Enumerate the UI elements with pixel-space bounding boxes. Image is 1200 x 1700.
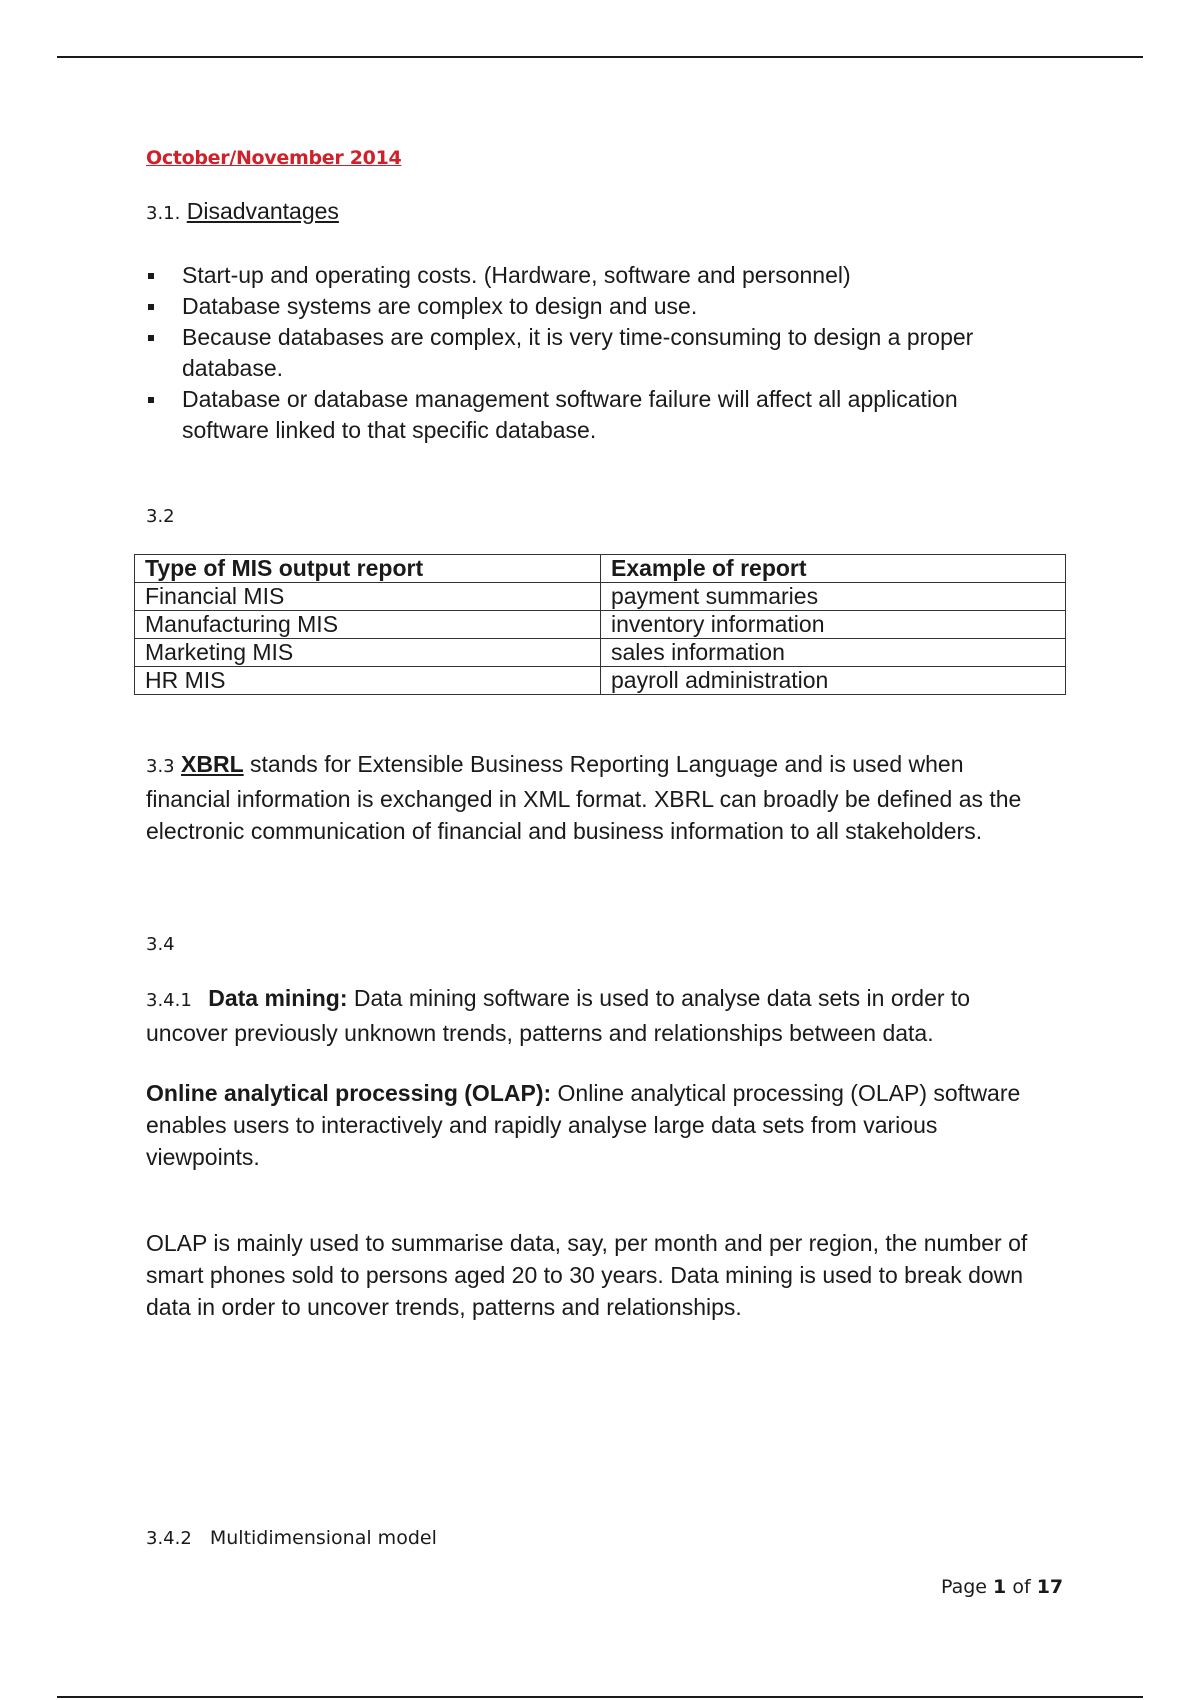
xbrl-text: stands for Extensible Business Reporting Language and is used when financial information is exchanged in XML format. XBRL can broadly be defined as the electronic communication of financial and business information to all stakeholders. bbox=[146, 751, 1022, 844]
table-cell: payment summaries bbox=[601, 583, 1066, 611]
section-number: 3.4.2 bbox=[146, 1528, 192, 1549]
table-cell: payroll administration bbox=[601, 667, 1066, 695]
section-number: 3.3 bbox=[146, 756, 175, 777]
exam-date-heading: October/November 2014 bbox=[146, 147, 402, 169]
table-row bbox=[135, 611, 1066, 639]
olap-term: Online analytical processing (OLAP): bbox=[146, 1080, 552, 1106]
top-rule bbox=[57, 56, 1143, 58]
table-cell: sales information bbox=[601, 639, 1066, 667]
olap-paragraph bbox=[146, 1077, 1046, 1173]
table-cell: Financial MIS bbox=[135, 583, 601, 611]
list-item: Because databases are complex, it is very time-consuming to design a proper database. bbox=[146, 322, 1046, 384]
table-row bbox=[135, 639, 1066, 667]
section-3-2-number: 3.2 bbox=[146, 506, 175, 527]
section-3-4-number: 3.4 bbox=[146, 934, 175, 955]
list-item: Database or database management software failure will affect all application software linked to that specific database. bbox=[146, 384, 1046, 446]
xbrl-term: XBRL bbox=[181, 751, 244, 777]
bottom-rule bbox=[57, 1696, 1143, 1698]
section-title: Disadvantages bbox=[186, 198, 339, 224]
data-mining-text: Data mining software is used to analyse data sets in order to uncover previously unknown trends, patterns and relationships between data. bbox=[146, 985, 971, 1046]
table-cell: inventory information bbox=[601, 611, 1066, 639]
section-title: Multidimensional model bbox=[209, 1527, 437, 1549]
table-row bbox=[135, 583, 1066, 611]
page-number bbox=[941, 1576, 1063, 1598]
table-cell: Manufacturing MIS bbox=[135, 611, 601, 639]
data-mining-term: Data mining: bbox=[208, 985, 348, 1011]
list-item: Start-up and operating costs. (Hardware, software and personnel) bbox=[146, 260, 1046, 291]
mis-report-table bbox=[134, 554, 1066, 695]
page-total: 17 bbox=[1036, 1576, 1064, 1598]
disadvantages-list bbox=[146, 260, 1046, 446]
table-cell: HR MIS bbox=[135, 667, 601, 695]
table-header-cell: Example of report bbox=[601, 555, 1066, 583]
table-cell: Marketing MIS bbox=[135, 639, 601, 667]
section-3-1-heading bbox=[146, 198, 339, 225]
section-number: 3.4.1 bbox=[146, 990, 192, 1011]
olap-text: Online analytical processing (OLAP) software enables users to interactively and rapidly analyse large data sets from various viewpoints. bbox=[146, 1080, 1021, 1170]
table-row bbox=[135, 667, 1066, 695]
section-3-4-2-heading bbox=[146, 1527, 437, 1549]
section-number: 3.1. bbox=[146, 203, 181, 224]
of-label: of bbox=[1012, 1576, 1031, 1598]
xbrl-paragraph bbox=[146, 748, 1046, 847]
page-label: Page bbox=[941, 1576, 987, 1598]
list-item: Database systems are complex to design and use. bbox=[146, 291, 1046, 322]
page-current: 1 bbox=[993, 1576, 1007, 1598]
table-header-row bbox=[135, 555, 1066, 583]
olap-summary-paragraph: OLAP is mainly used to summarise data, say, per month and per region, the number of smart phones sold to persons aged 20 to 30 years. Data mining is used to break down data in order to uncover trends, patterns and relationships. bbox=[146, 1230, 1028, 1320]
table-header-cell: Type of MIS output report bbox=[135, 555, 601, 583]
data-mining-paragraph bbox=[146, 982, 1046, 1049]
